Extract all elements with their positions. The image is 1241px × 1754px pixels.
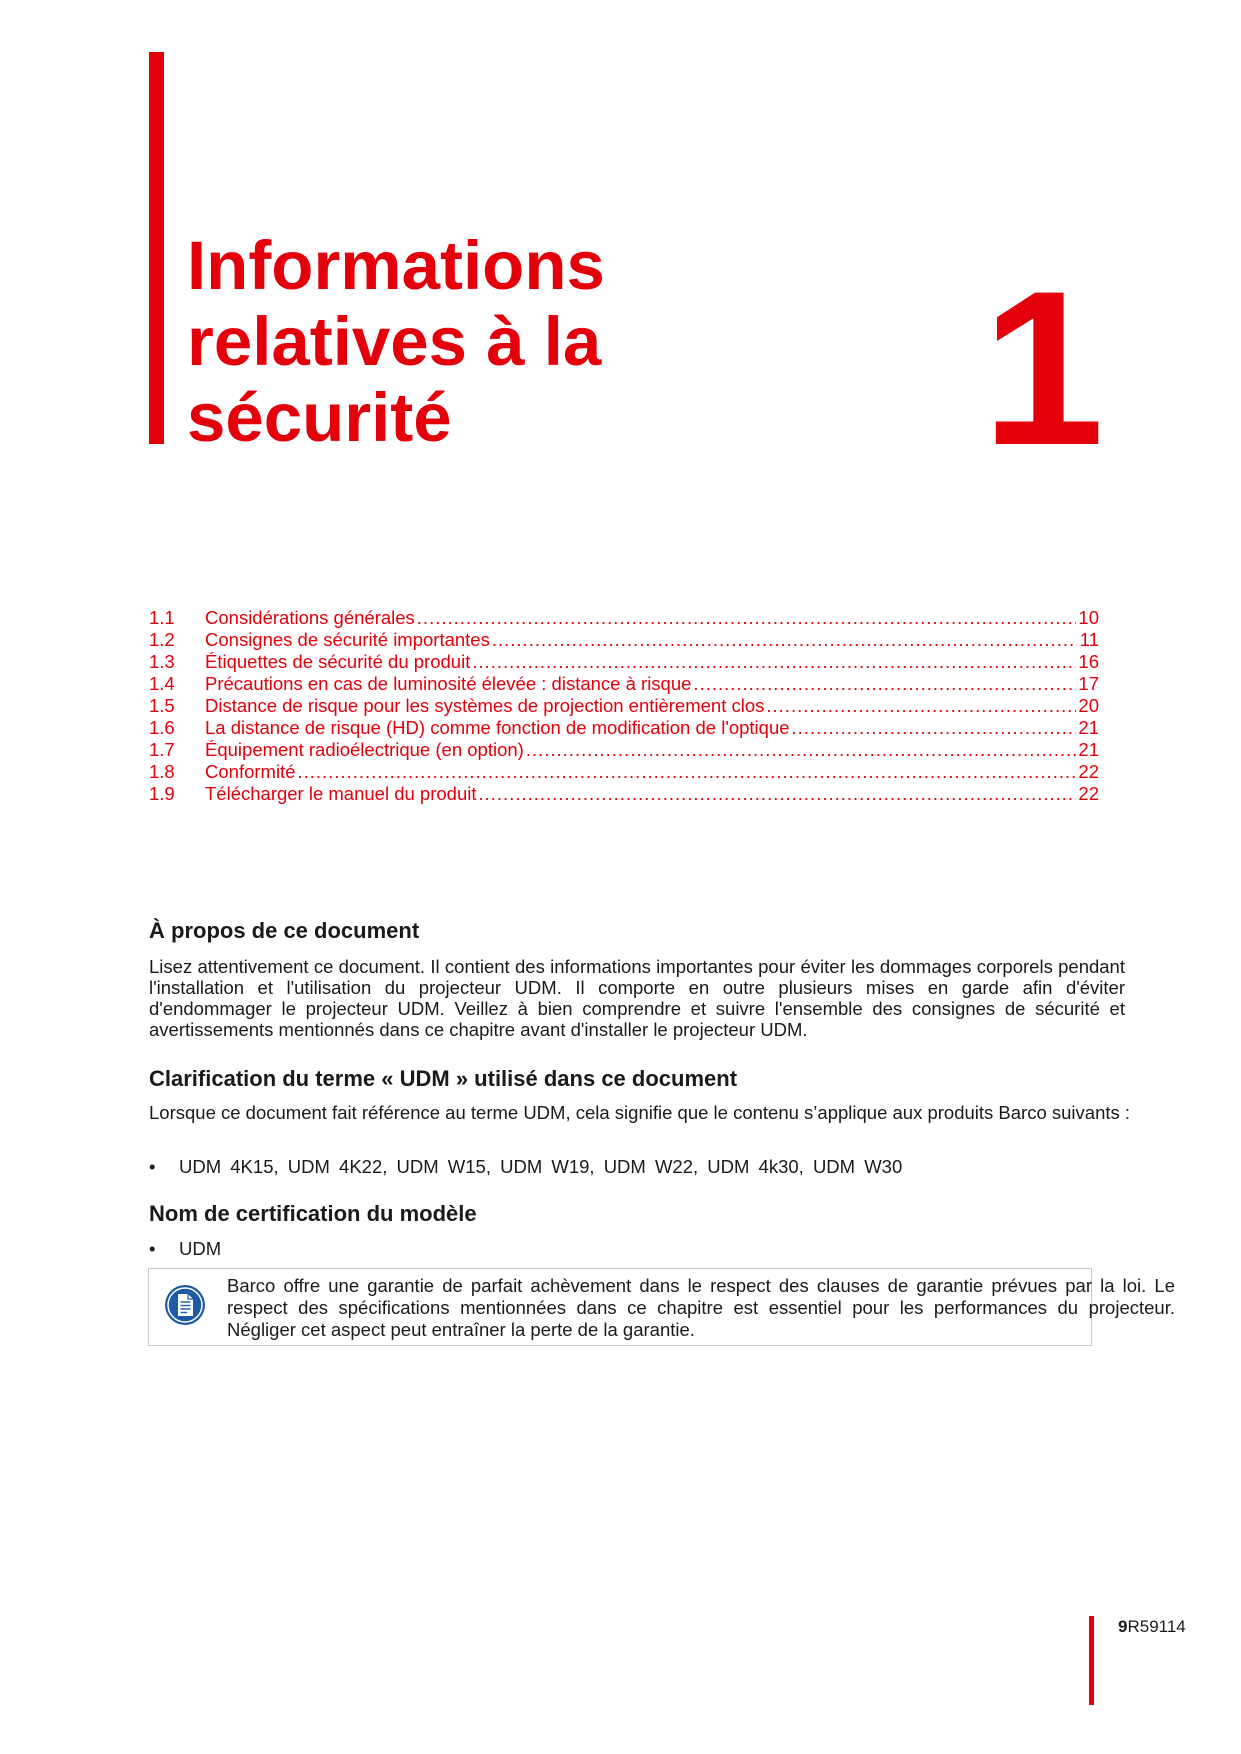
toc-leader: [526, 739, 1077, 761]
toc-entry[interactable]: [149, 739, 1099, 761]
toc-leader: [417, 607, 1077, 629]
bullet-marker: •: [149, 1156, 156, 1177]
toc-entry[interactable]: [149, 695, 1099, 717]
list-item: [149, 1238, 221, 1260]
toc-entry[interactable]: [149, 673, 1099, 695]
toc-entry[interactable]: [149, 783, 1099, 805]
toc-number: 1.1: [149, 607, 175, 628]
toc-page: 20: [1078, 695, 1099, 716]
about-paragraph: Lisez attentivement ce document. Il contient des informations importantes pour éviter les dommages corporels pendant l'installation et l'utilisation du projecteur UDM. Il comporte en outre plusieurs mises en garde afin d'éviter d'endommager le projecteur UDM. Veillez à bien comprendre et suivre l'ensemble des consignes de sécurité et avertissements mentionnés dans ce chapitre avant d'installer le projecteur UDM.: [149, 956, 1125, 1040]
toc-page: 21: [1078, 739, 1099, 760]
toc-page: 21: [1078, 717, 1099, 738]
product-list: [149, 1156, 902, 1178]
chapter-title-line: relatives à la: [187, 303, 602, 380]
clarification-heading: Clarification du terme « UDM » utilisé dans ce document: [149, 1066, 738, 1091]
clarification-paragraph: Lorsque ce document fait référence au terme UDM, cela signifie que le contenu s’applique aux produits Barco suivants :: [149, 1102, 1131, 1123]
toc-number: 1.7: [149, 739, 175, 760]
chapter-accent-bar: [149, 52, 164, 444]
chapter-title-line: sécurité: [187, 379, 452, 456]
toc-label: Distance de risque pour les systèmes de projection entièrement clos: [205, 695, 765, 716]
document-code: R59114: [1127, 1617, 1186, 1636]
toc-entry[interactable]: [149, 629, 1099, 651]
bullet-marker: •: [149, 1238, 156, 1259]
chapter-title: [187, 228, 747, 456]
toc-entry[interactable]: [149, 717, 1099, 739]
toc-number: 1.8: [149, 761, 175, 782]
toc-leader: [472, 651, 1076, 673]
document-note-icon: [163, 1283, 207, 1327]
toc-leader: [792, 717, 1077, 739]
table-of-contents: [149, 607, 1099, 805]
toc-page: 22: [1078, 761, 1099, 782]
toc-page: 22: [1078, 783, 1099, 804]
toc-page: 16: [1078, 651, 1099, 672]
certification-list: [149, 1238, 221, 1260]
about-heading: À propos de ce document: [149, 918, 420, 943]
toc-leader: [492, 629, 1077, 651]
toc-page: 10: [1078, 607, 1099, 628]
toc-leader: [693, 673, 1076, 695]
list-item: [149, 1156, 902, 1178]
list-item-text: UDM 4K15, UDM 4K22, UDM W15, UDM W19, UDM W22, UDM 4k30, UDM W30: [179, 1156, 903, 1177]
toc-label: Télécharger le manuel du produit: [205, 783, 477, 804]
note-text: Barco offre une garantie de parfait achèvement dans le respect des clauses de garantie prévues par la loi. Le respect des spécifications mentionnées dans ce chapitre est essentiel pour les performances du projecteur. Négliger cet aspect peut entraîner la perte de la garantie.: [227, 1275, 1175, 1340]
footer-reference: [1118, 1617, 1186, 1637]
toc-number: 1.9: [149, 783, 175, 804]
toc-number: 1.6: [149, 717, 175, 738]
page-number: 9: [1118, 1617, 1128, 1636]
toc-page: 11: [1079, 629, 1099, 650]
toc-leader: [479, 783, 1077, 805]
toc-label: Conformité: [205, 761, 296, 782]
chapter-number: 1: [982, 245, 1105, 491]
certification-heading: Nom de certification du modèle: [149, 1201, 477, 1226]
toc-label: Étiquettes de sécurité du produit: [205, 651, 471, 672]
toc-entry[interactable]: [149, 607, 1099, 629]
footer-accent-bar: [1089, 1616, 1094, 1705]
toc-number: 1.4: [149, 673, 175, 694]
list-item-text: UDM: [179, 1238, 222, 1259]
toc-number: 1.3: [149, 651, 175, 672]
toc-label: La distance de risque (HD) comme fonction de modification de l'optique: [205, 717, 790, 738]
toc-leader: [297, 761, 1076, 783]
toc-page: 17: [1078, 673, 1099, 694]
toc-label: Équipement radioélectrique (en option): [205, 739, 524, 760]
chapter-title-line: Informations: [187, 227, 605, 304]
toc-number: 1.2: [149, 629, 175, 650]
toc-number: 1.5: [149, 695, 175, 716]
toc-entry[interactable]: [149, 761, 1099, 783]
toc-label: Précautions en cas de luminosité élevée : distance à risque: [205, 673, 692, 694]
toc-label: Consignes de sécurité importantes: [205, 629, 490, 650]
toc-entry[interactable]: [149, 651, 1099, 673]
toc-label: Considérations générales: [205, 607, 415, 628]
toc-leader: [766, 695, 1076, 717]
